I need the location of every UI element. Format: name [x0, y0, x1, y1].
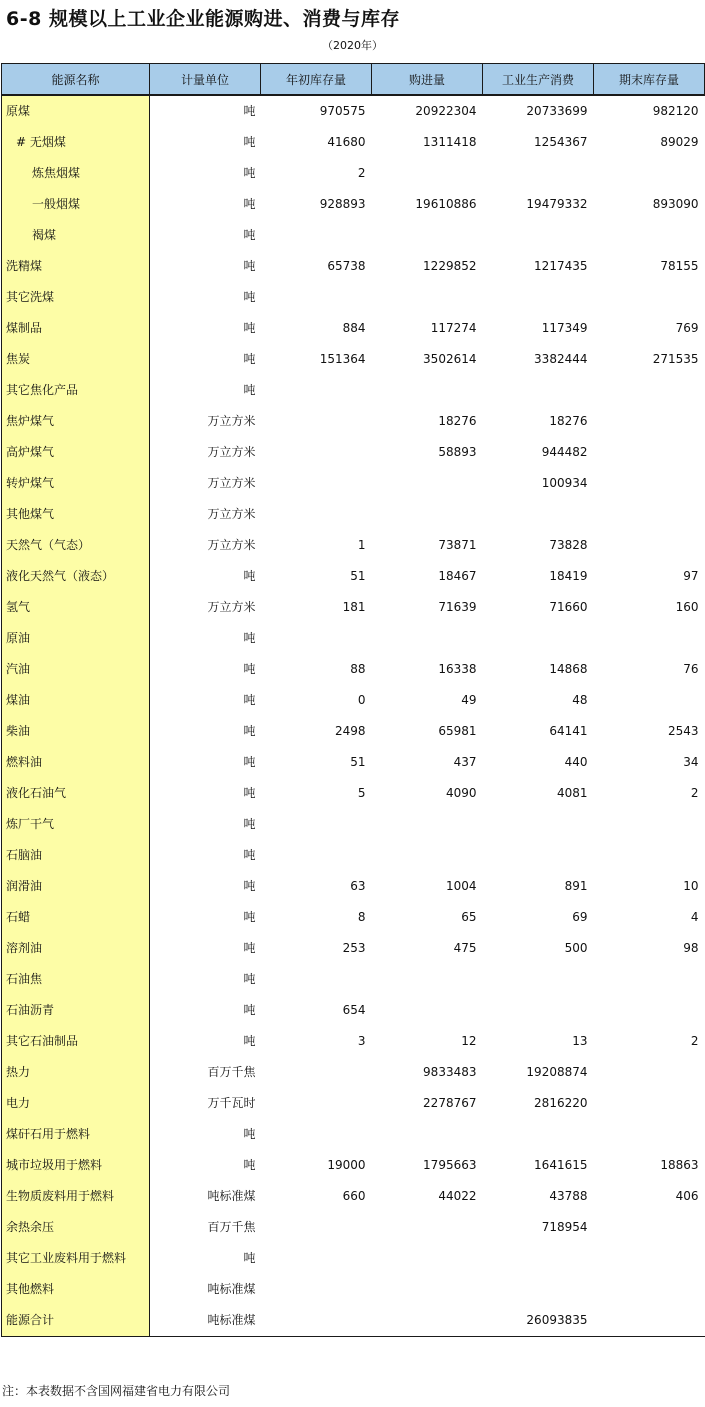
closing-stock-cell: 2	[690, 1034, 699, 1048]
table-row	[2, 530, 705, 561]
opening-stock-cell: 41680	[327, 135, 366, 149]
unit-cell: 吨	[243, 631, 256, 645]
opening-stock-cell: 654	[342, 1003, 366, 1017]
purchases-cell	[372, 809, 483, 840]
purchases-cell	[372, 623, 483, 654]
unit-cell: 百万千焦	[207, 1065, 256, 1079]
table-row	[2, 499, 705, 530]
unit-cell: 吨标准煤	[150, 1305, 261, 1337]
energy-name-cell: 电力	[2, 1088, 150, 1119]
closing-stock-cell	[594, 1212, 705, 1243]
consumption-cell: 117349	[541, 321, 588, 335]
unit-cell: 吨	[243, 910, 256, 924]
purchases-cell: 18467	[438, 569, 477, 583]
closing-stock-cell: 769	[675, 321, 699, 335]
unit-cell: 吨	[243, 724, 256, 738]
energy-name-cell: 能源合计	[2, 1305, 150, 1337]
unit-cell: 吨	[243, 569, 256, 583]
closing-stock-cell: 76	[683, 662, 699, 676]
consumption-cell: 69	[572, 910, 588, 924]
opening-stock-cell	[261, 220, 372, 251]
opening-stock-cell: 660	[342, 1189, 366, 1203]
unit-cell: 万立方米	[207, 445, 256, 459]
closing-stock-cell: 406	[675, 1189, 699, 1203]
opening-stock-cell: 51	[350, 755, 366, 769]
table-row	[2, 623, 705, 654]
purchases-cell	[372, 220, 483, 251]
consumption-cell	[483, 809, 594, 840]
header-opening-stock: 年初库存量	[261, 64, 372, 96]
energy-name-cell: 热力	[2, 1057, 150, 1088]
consumption-cell: 18276	[549, 414, 588, 428]
closing-stock-cell	[594, 1305, 705, 1337]
table-row	[2, 313, 705, 344]
purchases-cell: 73871	[438, 538, 477, 552]
consumption-cell: 100934	[541, 476, 588, 490]
purchases-cell: 19610886	[415, 197, 477, 211]
energy-name-cell: 焦炉煤气	[2, 406, 150, 437]
consumption-cell: 1641615	[534, 1158, 588, 1172]
unit-cell: 万千瓦时	[207, 1096, 256, 1110]
opening-stock-cell	[261, 437, 372, 468]
table-row	[2, 189, 705, 220]
closing-stock-cell	[594, 1119, 705, 1150]
table-row	[2, 1181, 705, 1212]
consumption-cell: 2816220	[534, 1096, 588, 1110]
opening-stock-cell: 151364	[319, 352, 366, 366]
unit-cell: 百万千焦	[207, 1220, 256, 1234]
unit-cell: 吨	[243, 290, 256, 304]
energy-name-cell: 其它焦化产品	[2, 375, 150, 406]
closing-stock-cell	[594, 158, 705, 189]
consumption-cell: 19208874	[526, 1065, 588, 1079]
energy-name-cell: 高炉煤气	[2, 437, 150, 468]
closing-stock-cell	[594, 375, 705, 406]
unit-cell: 吨	[243, 1251, 256, 1265]
unit-cell: 吨	[243, 259, 256, 273]
closing-stock-cell	[594, 1088, 705, 1119]
unit-cell: 吨	[243, 166, 256, 180]
consumption-cell: 19479332	[526, 197, 588, 211]
opening-stock-cell: 3	[357, 1034, 366, 1048]
table-row	[2, 406, 705, 437]
consumption-cell: 3382444	[534, 352, 588, 366]
closing-stock-cell	[594, 623, 705, 654]
purchases-cell	[372, 468, 483, 499]
consumption-cell: 500	[564, 941, 588, 955]
energy-name-cell: 汽油	[2, 654, 150, 685]
purchases-cell: 1795663	[423, 1158, 477, 1172]
consumption-cell	[483, 282, 594, 313]
opening-stock-cell	[261, 1243, 372, 1274]
table-header-row	[2, 64, 705, 96]
energy-name-cell: 液化天然气（液态）	[2, 561, 150, 592]
closing-stock-cell	[594, 995, 705, 1026]
opening-stock-cell	[261, 1212, 372, 1243]
energy-name-cell: 洗精煤	[2, 251, 150, 282]
opening-stock-cell	[261, 1274, 372, 1305]
closing-stock-cell: 2543	[667, 724, 699, 738]
table-row	[2, 778, 705, 809]
energy-name-cell: 柴油	[2, 716, 150, 747]
table-row	[2, 437, 705, 468]
unit-cell: 吨	[243, 197, 256, 211]
purchases-cell: 1311418	[423, 135, 477, 149]
unit-cell: 吨	[243, 135, 256, 149]
unit-cell: 吨	[243, 321, 256, 335]
energy-name-cell: 石油焦	[2, 964, 150, 995]
opening-stock-cell: 5	[357, 786, 366, 800]
table-row	[2, 1274, 705, 1305]
table-row	[2, 654, 705, 685]
table-row	[2, 1057, 705, 1088]
table-row	[2, 1212, 705, 1243]
closing-stock-cell: 98	[683, 941, 699, 955]
table-row	[2, 1088, 705, 1119]
closing-stock-cell	[594, 406, 705, 437]
consumption-cell: 718954	[541, 1220, 588, 1234]
closing-stock-cell: 97	[683, 569, 699, 583]
consumption-cell	[483, 623, 594, 654]
closing-stock-cell	[594, 1057, 705, 1088]
opening-stock-cell: 2498	[334, 724, 366, 738]
consumption-cell: 891	[564, 879, 588, 893]
unit-cell: 吨	[243, 693, 256, 707]
purchases-cell: 437	[453, 755, 477, 769]
opening-stock-cell: 2	[357, 166, 366, 180]
opening-stock-cell: 8	[357, 910, 366, 924]
opening-stock-cell	[261, 1119, 372, 1150]
table-row	[2, 840, 705, 871]
purchases-cell: 475	[453, 941, 477, 955]
table-row	[2, 933, 705, 964]
unit-cell: 吨	[243, 755, 256, 769]
energy-name-cell: 其它工业废料用于燃料	[2, 1243, 150, 1274]
energy-name-cell: 城市垃圾用于燃料	[2, 1150, 150, 1181]
energy-name-cell: 一般烟煤	[2, 189, 150, 220]
purchases-cell: 1004	[445, 879, 477, 893]
table-row	[2, 561, 705, 592]
table-row	[2, 685, 705, 716]
opening-stock-cell	[261, 375, 372, 406]
opening-stock-cell: 65738	[327, 259, 366, 273]
opening-stock-cell	[261, 809, 372, 840]
opening-stock-cell	[261, 406, 372, 437]
closing-stock-cell	[594, 685, 705, 716]
table-row	[2, 282, 705, 313]
consumption-cell: 440	[564, 755, 588, 769]
closing-stock-cell: 2	[690, 786, 699, 800]
consumption-cell	[483, 499, 594, 530]
table-row	[2, 592, 705, 623]
unit-cell: 吨标准煤	[207, 1282, 256, 1296]
consumption-cell: 1254367	[534, 135, 588, 149]
footnote: 注：本表数据不含国网福建省电力有限公司	[2, 1384, 231, 1398]
energy-name-cell: 原油	[2, 623, 150, 654]
consumption-cell: 944482	[541, 445, 588, 459]
purchases-cell	[372, 840, 483, 871]
unit-cell: 吨	[243, 786, 256, 800]
purchases-cell	[372, 158, 483, 189]
table-row	[2, 468, 705, 499]
header-purchases: 购进量	[372, 64, 483, 96]
purchases-cell: 44022	[438, 1189, 477, 1203]
unit-cell: 万立方米	[207, 414, 256, 428]
energy-name-cell: 炼厂干气	[2, 809, 150, 840]
closing-stock-cell	[594, 437, 705, 468]
energy-name-cell: 转炉煤气	[2, 468, 150, 499]
opening-stock-cell: 88	[350, 662, 366, 676]
energy-name-cell: # 无烟煤	[2, 127, 150, 158]
energy-name-cell: 天然气（气态）	[2, 530, 150, 561]
purchases-cell: 65981	[438, 724, 477, 738]
consumption-cell	[483, 220, 594, 251]
purchases-cell	[372, 964, 483, 995]
purchases-cell: 12	[461, 1034, 477, 1048]
table-row	[2, 95, 705, 127]
closing-stock-cell	[594, 220, 705, 251]
header-unit: 计量单位	[150, 64, 261, 96]
page-subtitle-year: （2020年）	[322, 39, 383, 52]
energy-name-cell: 石脑油	[2, 840, 150, 871]
purchases-cell	[372, 1212, 483, 1243]
opening-stock-cell: 1	[357, 538, 366, 552]
energy-name-cell: 石油沥青	[2, 995, 150, 1026]
energy-name-cell: 炼焦烟煤	[2, 158, 150, 189]
closing-stock-cell: 893090	[652, 197, 699, 211]
consumption-cell	[483, 840, 594, 871]
opening-stock-cell: 253	[342, 941, 366, 955]
energy-name-cell: 焦炭	[2, 344, 150, 375]
consumption-cell	[483, 1243, 594, 1274]
energy-name-cell: 石蜡	[2, 902, 150, 933]
closing-stock-cell: 89029	[660, 135, 699, 149]
closing-stock-cell: 10	[683, 879, 699, 893]
closing-stock-cell: 160	[675, 600, 699, 614]
unit-cell: 万立方米	[207, 476, 256, 490]
energy-name-cell: 余热余压	[2, 1212, 150, 1243]
consumption-cell: 73828	[549, 538, 588, 552]
unit-cell: 吨	[243, 104, 256, 118]
table-row	[2, 1026, 705, 1057]
table-body	[2, 95, 705, 1337]
opening-stock-cell: 181	[342, 600, 366, 614]
opening-stock-cell: 19000	[327, 1158, 366, 1172]
unit-cell: 吨	[243, 228, 256, 242]
purchases-cell: 117274	[430, 321, 477, 335]
energy-name-cell: 润滑油	[2, 871, 150, 902]
energy-name-cell: 液化石油气	[2, 778, 150, 809]
energy-name-cell: 其他煤气	[2, 499, 150, 530]
consumption-cell: 14868	[549, 662, 588, 676]
opening-stock-cell	[261, 468, 372, 499]
consumption-cell	[483, 375, 594, 406]
purchases-cell: 20922304	[415, 104, 477, 118]
energy-table	[1, 63, 705, 1337]
purchases-cell: 49	[461, 693, 477, 707]
consumption-cell	[483, 995, 594, 1026]
energy-name-cell: 褐煤	[2, 220, 150, 251]
unit-cell: 万立方米	[207, 507, 256, 521]
unit-cell: 吨	[243, 1158, 256, 1172]
purchases-cell: 3502614	[423, 352, 477, 366]
energy-name-cell: 生物质废料用于燃料	[2, 1181, 150, 1212]
table-row	[2, 158, 705, 189]
energy-name-cell: 氢气	[2, 592, 150, 623]
closing-stock-cell	[594, 809, 705, 840]
purchases-cell	[372, 1305, 483, 1337]
closing-stock-cell: 78155	[660, 259, 699, 273]
unit-cell: 吨	[243, 1034, 256, 1048]
opening-stock-cell: 970575	[319, 104, 366, 118]
table-row	[2, 809, 705, 840]
opening-stock-cell	[261, 964, 372, 995]
consumption-cell	[483, 1274, 594, 1305]
purchases-cell	[372, 375, 483, 406]
consumption-cell: 18419	[549, 569, 588, 583]
opening-stock-cell	[261, 1305, 372, 1337]
closing-stock-cell	[594, 840, 705, 871]
table-row	[2, 1305, 705, 1337]
consumption-cell: 1217435	[534, 259, 588, 273]
closing-stock-cell: 18863	[660, 1158, 699, 1172]
closing-stock-cell	[594, 499, 705, 530]
purchases-cell: 65	[461, 910, 477, 924]
unit-cell: 吨	[243, 848, 256, 862]
energy-name-cell: 煤制品	[2, 313, 150, 344]
energy-name-cell: 其它洗煤	[2, 282, 150, 313]
opening-stock-cell	[261, 840, 372, 871]
opening-stock-cell	[261, 282, 372, 313]
table-row	[2, 1119, 705, 1150]
table-row	[2, 871, 705, 902]
closing-stock-cell	[594, 964, 705, 995]
closing-stock-cell	[594, 468, 705, 499]
table-row	[2, 344, 705, 375]
unit-cell: 万立方米	[207, 538, 256, 552]
purchases-cell: 18276	[438, 414, 477, 428]
closing-stock-cell: 34	[683, 755, 699, 769]
consumption-cell	[483, 964, 594, 995]
consumption-cell	[483, 1119, 594, 1150]
table-row	[2, 251, 705, 282]
unit-cell: 吨	[243, 1003, 256, 1017]
purchases-cell	[372, 1119, 483, 1150]
purchases-cell	[372, 499, 483, 530]
opening-stock-cell	[261, 1088, 372, 1119]
purchases-cell	[372, 282, 483, 313]
consumption-cell: 43788	[549, 1189, 588, 1203]
opening-stock-cell	[261, 623, 372, 654]
closing-stock-cell	[594, 530, 705, 561]
closing-stock-cell	[594, 1243, 705, 1274]
purchases-cell: 9833483	[423, 1065, 477, 1079]
consumption-cell	[483, 158, 594, 189]
consumption-cell: 13	[572, 1034, 588, 1048]
opening-stock-cell: 51	[350, 569, 366, 583]
opening-stock-cell: 63	[350, 879, 366, 893]
energy-name-cell: 其他燃料	[2, 1274, 150, 1305]
closing-stock-cell: 4	[690, 910, 699, 924]
purchases-cell: 58893	[438, 445, 477, 459]
table-row	[2, 716, 705, 747]
purchases-cell: 4090	[445, 786, 477, 800]
unit-cell: 吨	[243, 1127, 256, 1141]
table-row	[2, 220, 705, 251]
purchases-cell	[372, 1274, 483, 1305]
energy-name-cell: 煤矸石用于燃料	[2, 1119, 150, 1150]
energy-name-cell: 燃料油	[2, 747, 150, 778]
table-row	[2, 995, 705, 1026]
unit-cell: 万立方米	[207, 600, 256, 614]
unit-cell: 吨标准煤	[207, 1189, 256, 1203]
table-row	[2, 1243, 705, 1274]
unit-cell: 吨	[243, 817, 256, 831]
energy-name-cell: 其它石油制品	[2, 1026, 150, 1057]
opening-stock-cell: 928893	[319, 197, 366, 211]
consumption-cell: 71660	[549, 600, 588, 614]
consumption-cell: 48	[572, 693, 588, 707]
purchases-cell: 2278767	[423, 1096, 477, 1110]
header-closing-stock: 期末库存量	[594, 64, 705, 96]
opening-stock-cell: 884	[342, 321, 366, 335]
unit-cell: 吨	[243, 662, 256, 676]
consumption-cell: 26093835	[483, 1305, 594, 1337]
table-row	[2, 747, 705, 778]
purchases-cell: 1229852	[423, 259, 477, 273]
closing-stock-cell: 271535	[652, 352, 699, 366]
purchases-cell	[372, 995, 483, 1026]
energy-name-cell: 溶剂油	[2, 933, 150, 964]
consumption-cell: 20733699	[526, 104, 588, 118]
purchases-cell: 16338	[438, 662, 477, 676]
table-row	[2, 902, 705, 933]
energy-name-cell: 煤油	[2, 685, 150, 716]
purchases-cell	[372, 1243, 483, 1274]
closing-stock-cell	[594, 1274, 705, 1305]
closing-stock-cell	[594, 282, 705, 313]
page-title: 6-8 规模以上工业企业能源购进、消费与库存	[6, 8, 400, 30]
unit-cell: 吨	[243, 972, 256, 986]
opening-stock-cell: 0	[357, 693, 366, 707]
header-energy-name: 能源名称	[2, 64, 150, 96]
consumption-cell: 4081	[556, 786, 588, 800]
closing-stock-cell: 982120	[652, 104, 699, 118]
header-industrial-consumption: 工业生产消费	[483, 64, 594, 96]
unit-cell: 吨	[243, 352, 256, 366]
unit-cell: 吨	[243, 383, 256, 397]
table-row	[2, 127, 705, 158]
table-row	[2, 964, 705, 995]
unit-cell: 吨	[243, 879, 256, 893]
purchases-cell: 71639	[438, 600, 477, 614]
table-row	[2, 1150, 705, 1181]
opening-stock-cell	[261, 499, 372, 530]
table-row	[2, 375, 705, 406]
unit-cell: 吨	[243, 941, 256, 955]
energy-name-cell: 原煤	[2, 95, 150, 127]
opening-stock-cell	[261, 1057, 372, 1088]
consumption-cell: 64141	[549, 724, 588, 738]
